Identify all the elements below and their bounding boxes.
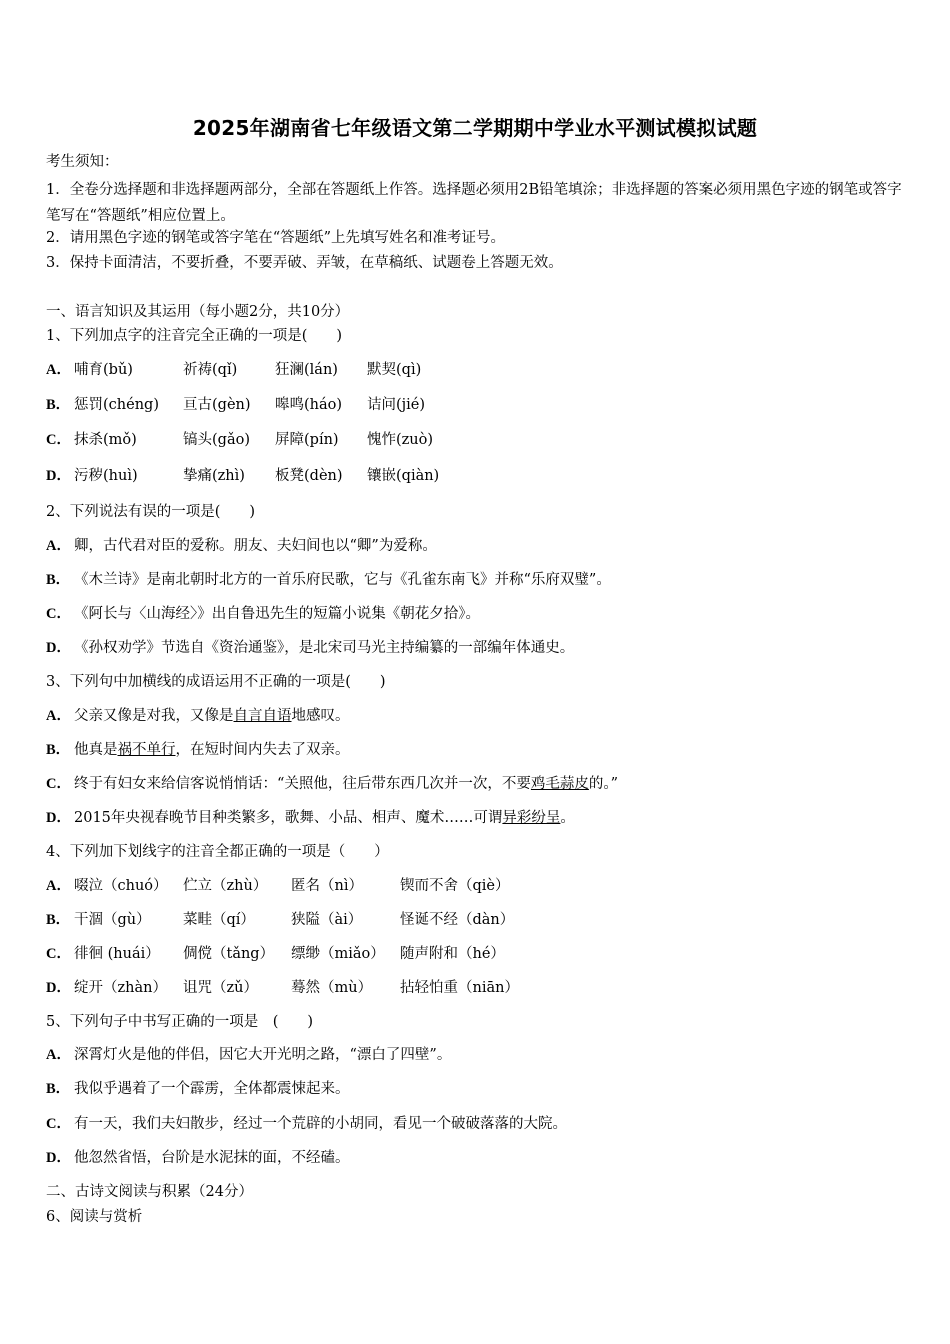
option-text: 《阿长与〈山海经〉》出自鲁迅先生的短篇小说集《朝花夕拾》。 xyxy=(74,606,480,622)
q2-option-a[interactable] xyxy=(46,536,437,556)
option-text-pre: 父亲又像是对我，又像是 xyxy=(74,708,234,724)
option-cell: 诅咒（zǔ） xyxy=(183,980,258,996)
option-cell: 缥缈（miǎo） xyxy=(291,946,385,962)
page-title: 2025年湖南省七年级语文第二学期期中学业水平测试模拟试题 xyxy=(192,116,758,140)
q3-option-d[interactable] xyxy=(46,808,575,828)
option-cell: 绽开（zhàn） xyxy=(74,980,167,996)
option-label: A． xyxy=(46,362,71,378)
option-text-pre: 2015年央视春晚节目种类繁多，歌舞、小品、相声、魔术……可谓 xyxy=(74,810,503,826)
q3-option-a[interactable] xyxy=(46,706,350,726)
option-cell: 怪诞不经（dàn） xyxy=(400,912,515,928)
option-text-post: 的。” xyxy=(588,776,619,792)
option-cell: 菜畦（qí） xyxy=(183,912,255,928)
option-cell: 狂澜(lán) xyxy=(275,362,338,378)
q2-stem: 2、下列说法有误的一项是( ) xyxy=(46,504,256,520)
option-cell: 污秽(huì) xyxy=(74,468,138,484)
option-cell: 镶嵌(qiàn) xyxy=(367,468,440,484)
q5-option-a[interactable] xyxy=(46,1045,451,1065)
option-cell: 随声附和（hé） xyxy=(400,946,505,962)
q2-option-d[interactable] xyxy=(46,638,574,658)
underlined-idiom: 鸡毛蒜皮 xyxy=(530,776,589,792)
notice-item-3: 3．保持卡面清洁，不要折叠，不要弄破、弄皱，在草稿纸、试题卷上答题无效。 xyxy=(46,255,563,271)
option-cell: 哺育(bǔ) xyxy=(74,362,133,378)
option-text-post: 地感叹。 xyxy=(291,708,350,724)
q2-option-c[interactable] xyxy=(46,604,480,624)
option-text: 他忽然省悟，台阶是水泥抹的面，不经磕。 xyxy=(74,1150,350,1166)
option-label: C． xyxy=(46,776,71,792)
underlined-idiom: 异彩纷呈 xyxy=(502,810,561,826)
underlined-idiom: 自言自语 xyxy=(233,708,292,724)
option-cell: 啜泣（chuó） xyxy=(74,878,168,894)
q6-stem: 6、阅读与赏析 xyxy=(46,1209,143,1225)
option-cell: 镐头(gǎo) xyxy=(183,432,250,448)
option-cell: 蓦然（mù） xyxy=(291,980,373,996)
q4-stem: 4、下列加下划线字的注音全都正确的一项是（ ） xyxy=(46,844,389,860)
option-cell: 诘问(jié) xyxy=(367,397,426,413)
option-text-pre: 终于有妇女来给信客说悄悄话：“关照他，往后带东西几次并一次，不要 xyxy=(74,776,531,792)
q5-stem: 5、下列句子中书写正确的一项是 ( ) xyxy=(46,1014,314,1030)
option-cell: 挚痛(zhì) xyxy=(183,468,245,484)
option-label: C． xyxy=(46,946,71,962)
option-cell: 干涸（gù） xyxy=(74,912,151,928)
q5-option-d[interactable] xyxy=(46,1148,350,1168)
section-1-heading: 一、语言知识及其运用（每小题2分，共10分） xyxy=(46,304,350,320)
q3-option-c[interactable] xyxy=(46,774,618,794)
option-cell: 嗥鸣(háo) xyxy=(275,397,343,413)
option-label: D． xyxy=(46,980,71,996)
q1-stem: 1、下列加点字的注音完全正确的一项是( ) xyxy=(46,328,343,344)
option-cell: 倜傥（tǎng） xyxy=(183,946,275,962)
notice-item-2: 2．请用黑色字迹的钢笔或答字笔在“答题纸”上先填写姓名和准考证号。 xyxy=(46,230,506,246)
option-label: C． xyxy=(46,432,71,448)
option-label: B． xyxy=(46,1081,71,1097)
notice-item-1: 1．全卷分选择题和非选择题两部分，全部在答题纸上作答。选择题必须用2B铅笔填涂；非选择题的答案必须用黑色字迹的钢笔或答字笔写在“答题纸”相应位置上。 xyxy=(46,182,902,224)
option-cell: 屏障(pín) xyxy=(275,432,339,448)
option-label: A． xyxy=(46,1047,71,1063)
option-label: A． xyxy=(46,878,71,894)
option-text: 《木兰诗》是南北朝时北方的一首乐府民歌，它与《孔雀东南飞》并称“乐府双璧”。 xyxy=(74,572,611,588)
option-cell: 抹杀(mǒ) xyxy=(74,432,137,448)
option-text: 《孙权劝学》节选自《资治通鉴》，是北宋司马光主持编纂的一部编年体通史。 xyxy=(74,640,575,656)
option-label: B． xyxy=(46,397,71,413)
option-cell: 板凳(dèn) xyxy=(275,468,343,484)
option-label: B． xyxy=(46,742,71,758)
section-2-heading: 二、古诗文阅读与积累（24分） xyxy=(46,1184,253,1200)
option-text: 我似乎遇着了一个霹雳，全体都震悚起来。 xyxy=(74,1081,350,1097)
option-cell: 匿名（nì） xyxy=(291,878,363,894)
q3-option-b[interactable] xyxy=(46,740,350,760)
option-label: C． xyxy=(46,1116,71,1132)
option-label: D． xyxy=(46,640,71,656)
q5-option-b[interactable] xyxy=(46,1079,350,1099)
option-cell: 愧怍(zuò) xyxy=(367,432,434,448)
q5-option-c[interactable] xyxy=(46,1114,567,1134)
option-label: A． xyxy=(46,538,71,554)
option-cell: 惩罚(chéng) xyxy=(74,397,159,413)
option-text: 有一天，我们夫妇散步，经过一个荒辟的小胡同，看见一个破破落落的大院。 xyxy=(74,1116,567,1132)
option-label: B． xyxy=(46,572,71,588)
option-text-post: ，在短时间内失去了双亲。 xyxy=(175,742,350,758)
option-label: D． xyxy=(46,468,71,484)
option-cell: 亘古(gèn) xyxy=(183,397,251,413)
option-cell: 默契(qì) xyxy=(367,362,422,378)
option-label: D． xyxy=(46,810,71,826)
option-label: A． xyxy=(46,708,71,724)
option-cell: 伫立（zhù） xyxy=(183,878,268,894)
notice-heading: 考生须知： xyxy=(46,154,119,170)
option-text-pre: 他真是 xyxy=(74,742,118,758)
option-label: D． xyxy=(46,1150,71,1166)
underlined-idiom: 祸不单行 xyxy=(117,742,176,758)
option-cell: 祈祷(qǐ) xyxy=(183,362,238,378)
option-cell: 徘徊 (huái） xyxy=(74,946,160,962)
option-text: 深霄灯火是他的伴侣，因它大开光明之路，“漂白了四壁”。 xyxy=(74,1047,452,1063)
option-cell: 狭隘（ài） xyxy=(291,912,363,928)
q2-option-b[interactable] xyxy=(46,570,611,590)
option-text-post: 。 xyxy=(560,810,575,826)
option-cell: 锲而不舍（qiè） xyxy=(400,878,510,894)
option-cell: 拈轻怕重（niān） xyxy=(400,980,519,996)
option-text: 卿，古代君对臣的爱称。朋友、夫妇间也以“卿”为爱称。 xyxy=(74,538,437,554)
option-label: B． xyxy=(46,912,71,928)
option-label: C． xyxy=(46,606,71,622)
q3-stem: 3、下列句中加横线的成语运用不正确的一项是( ) xyxy=(46,674,386,690)
